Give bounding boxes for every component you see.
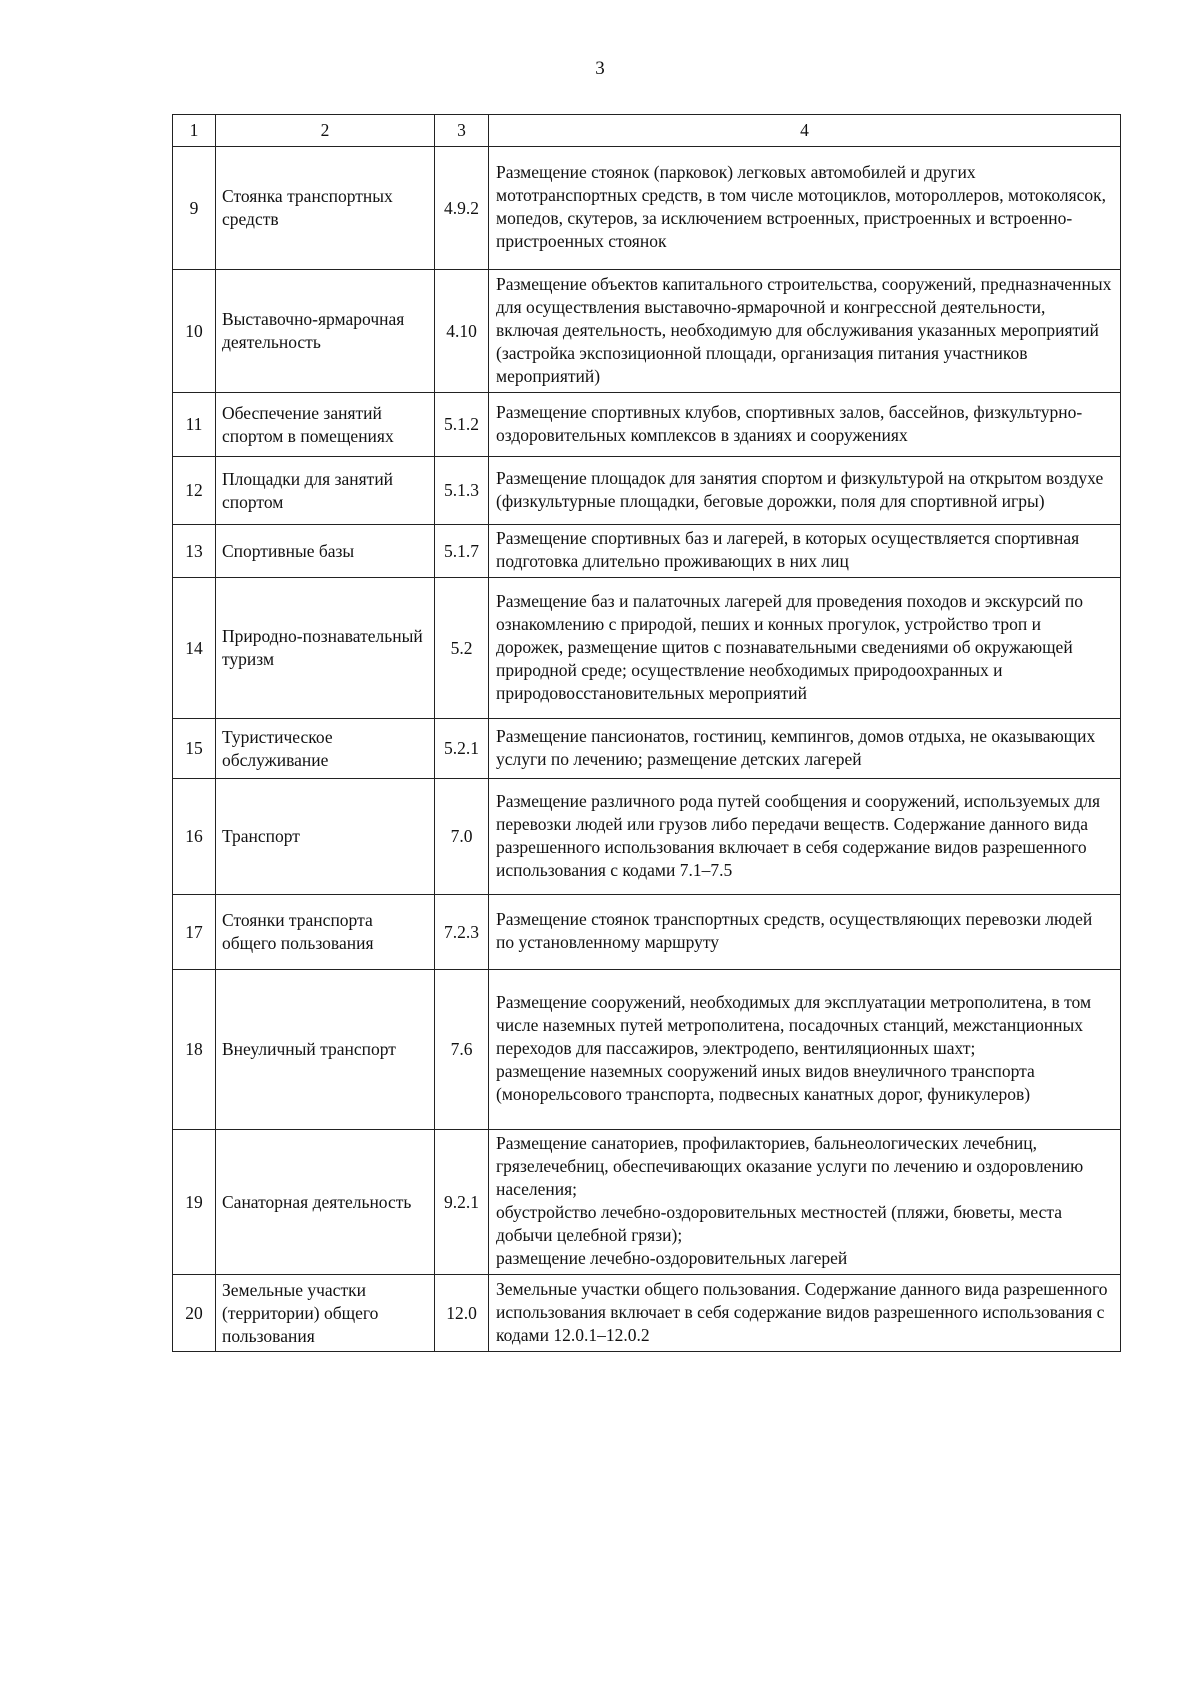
land-use-description-cell — [489, 1130, 1121, 1275]
description-paragraph: Размещение спортивных клубов, спортивных залов, бассейнов, физкультурно-оздоровительных комплексов в зданиях и сооружениях — [496, 401, 1083, 445]
table-row — [173, 719, 1121, 779]
row-number-cell: 12 — [173, 457, 216, 525]
row-number-cell: 18 — [173, 970, 216, 1130]
table-row — [173, 1130, 1121, 1275]
land-use-name-cell: Санаторная деятельность — [216, 1130, 435, 1275]
header-cell-1: 1 — [173, 115, 216, 147]
row-number-cell: 19 — [173, 1130, 216, 1275]
description-paragraph: Размещение стоянок транспортных средств, осуществляющих перевозки людей по установленному маршруту — [496, 909, 1093, 952]
land-use-name-cell: Транспорт — [216, 779, 435, 895]
land-use-code-cell: 5.2.1 — [435, 719, 489, 779]
header-cell-4: 4 — [489, 115, 1121, 147]
description-paragraph: Размещение спортивных баз и лагерей, в которых осуществляется спортивная подготовка длительно проживающих в них лиц — [496, 528, 1080, 571]
row-number-cell: 15 — [173, 719, 216, 779]
land-use-code-cell: 5.1.2 — [435, 393, 489, 457]
land-use-name-cell: Спортивные базы — [216, 525, 435, 578]
land-use-description-cell — [489, 147, 1121, 270]
land-use-name-cell: Стоянка транспортных средств — [216, 147, 435, 270]
description-paragraph: Размещение санаториев, профилакториев, бальнеологических лечебниц, грязелечебниц, обеспечивающих оказание услуги по лечению и оздоровлению населения; — [496, 1133, 1084, 1199]
land-use-code-cell: 4.10 — [435, 270, 489, 393]
land-use-name-cell: Выставочно-ярмарочная деятельность — [216, 270, 435, 393]
description-paragraph: Размещение баз и палаточных лагерей для проведения походов и экскурсий по ознакомлению с природой, пеших и конных прогулок, устройство троп и дорожек, размещение щитов с познавательными сведениями об окружающей природной среде; осуществление необходимых природоохранных и природовосстановительных мероприятий — [496, 590, 1083, 703]
table-row — [173, 393, 1121, 457]
row-number-cell: 13 — [173, 525, 216, 578]
land-use-code-cell: 5.1.7 — [435, 525, 489, 578]
table-row — [173, 578, 1121, 719]
header-cell-2: 2 — [216, 115, 435, 147]
description-paragraph: размещение наземных сооружений иных видов внеуличного транспорта (монорельсового транспорта, подвесных канатных дорог, фуникулеров) — [496, 1061, 1035, 1104]
table-row — [173, 970, 1121, 1130]
row-number-cell: 16 — [173, 779, 216, 895]
land-use-code-cell: 7.2.3 — [435, 895, 489, 970]
land-use-code-cell: 5.1.3 — [435, 457, 489, 525]
land-use-code-cell: 7.6 — [435, 970, 489, 1130]
land-use-description-cell — [489, 779, 1121, 895]
land-use-name-cell: Туристическое обслуживание — [216, 719, 435, 779]
description-paragraph: Размещение объектов капитального строительства, сооружений, предназначенных для осуществления выставочно-ярмарочной и конгрессной деятельности, включая деятельность, необходимую для обслуживания указанных мероприятий (застройка экспозиционной площади, организация питания участников мероприятий) — [496, 273, 1112, 386]
land-use-description-cell — [489, 895, 1121, 970]
land-use-description-cell — [489, 578, 1121, 719]
land-use-code-cell: 5.2 — [435, 578, 489, 719]
description-paragraph: Размещение стоянок (парковок) легковых автомобилей и других мототранспортных средств, в том числе мотоциклов, мотороллеров, мотоколясок, мопедов, скутеров, за исключением встроенных, пристроенных и встроенно-пристроенных стоянок — [496, 162, 1107, 251]
land-use-name-cell: Стоянки транспорта общего пользования — [216, 895, 435, 970]
row-number-cell: 14 — [173, 578, 216, 719]
land-use-description-cell — [489, 393, 1121, 457]
land-use-code-cell: 4.9.2 — [435, 147, 489, 270]
land-use-code-cell: 9.2.1 — [435, 1130, 489, 1275]
row-number-cell: 11 — [173, 393, 216, 457]
land-use-description-cell — [489, 525, 1121, 578]
table-row — [173, 1275, 1121, 1352]
description-paragraph: Размещение различного рода путей сообщения и сооружений, используемых для перевозки людей или грузов либо передачи веществ. Содержание данного вида разрешенного использования включает в себя содержание видов разрешенного использования с кодами 7.1–7.5 — [496, 790, 1101, 880]
land-use-description-cell — [489, 970, 1121, 1130]
land-use-code-cell: 7.0 — [435, 779, 489, 895]
land-use-description-cell — [489, 457, 1121, 525]
description-paragraph: размещение лечебно-оздоровительных лагерей — [496, 1248, 848, 1268]
land-use-name-cell: Внеуличный транспорт — [216, 970, 435, 1130]
table-header-row — [173, 115, 1121, 147]
land-use-description-cell — [489, 1275, 1121, 1352]
row-number-cell: 10 — [173, 270, 216, 393]
land-use-name-cell: Земельные участки (территории) общего пользования — [216, 1275, 435, 1352]
table-row — [173, 270, 1121, 393]
land-use-description-cell — [489, 270, 1121, 393]
land-use-name-cell: Природно-познавательный туризм — [216, 578, 435, 719]
land-use-name-cell: Площадки для занятий спортом — [216, 457, 435, 525]
table-row — [173, 895, 1121, 970]
land-use-code-cell: 12.0 — [435, 1275, 489, 1352]
page-number: 3 — [595, 58, 605, 79]
description-paragraph: Земельные участки общего пользования. Содержание данного вида разрешенного использования включает в себя содержание видов разрешенного использования с кодами 12.0.1–12.0.2 — [496, 1278, 1108, 1345]
table-row — [173, 457, 1121, 525]
land-use-table — [172, 114, 1121, 1352]
row-number-cell: 17 — [173, 895, 216, 970]
description-paragraph: Размещение пансионатов, гостиниц, кемпингов, домов отдыха, не оказывающих услуги по лечению; размещение детских лагерей — [496, 725, 1096, 769]
table-row — [173, 525, 1121, 578]
header-cell-3: 3 — [435, 115, 489, 147]
land-use-name-cell: Обеспечение занятий спортом в помещениях — [216, 393, 435, 457]
row-number-cell: 9 — [173, 147, 216, 270]
description-paragraph: обустройство лечебно-оздоровительных местностей (пляжи, бюветы, места добычи целебной грязи); — [496, 1202, 1062, 1245]
row-number-cell: 20 — [173, 1275, 216, 1352]
description-paragraph: Размещение площадок для занятия спортом и физкультурой на открытом воздухе (физкультурные площадки, беговые дорожки, поля для спортивной игры) — [496, 467, 1104, 511]
land-use-description-cell — [489, 719, 1121, 779]
table-row — [173, 779, 1121, 895]
description-paragraph: Размещение сооружений, необходимых для эксплуатации метрополитена, в том числе наземных путей метрополитена, посадочных станций, межстанционных переходов для пассажиров, электродепо, вентиляционных шахт; — [496, 992, 1092, 1058]
table-row — [173, 147, 1121, 270]
